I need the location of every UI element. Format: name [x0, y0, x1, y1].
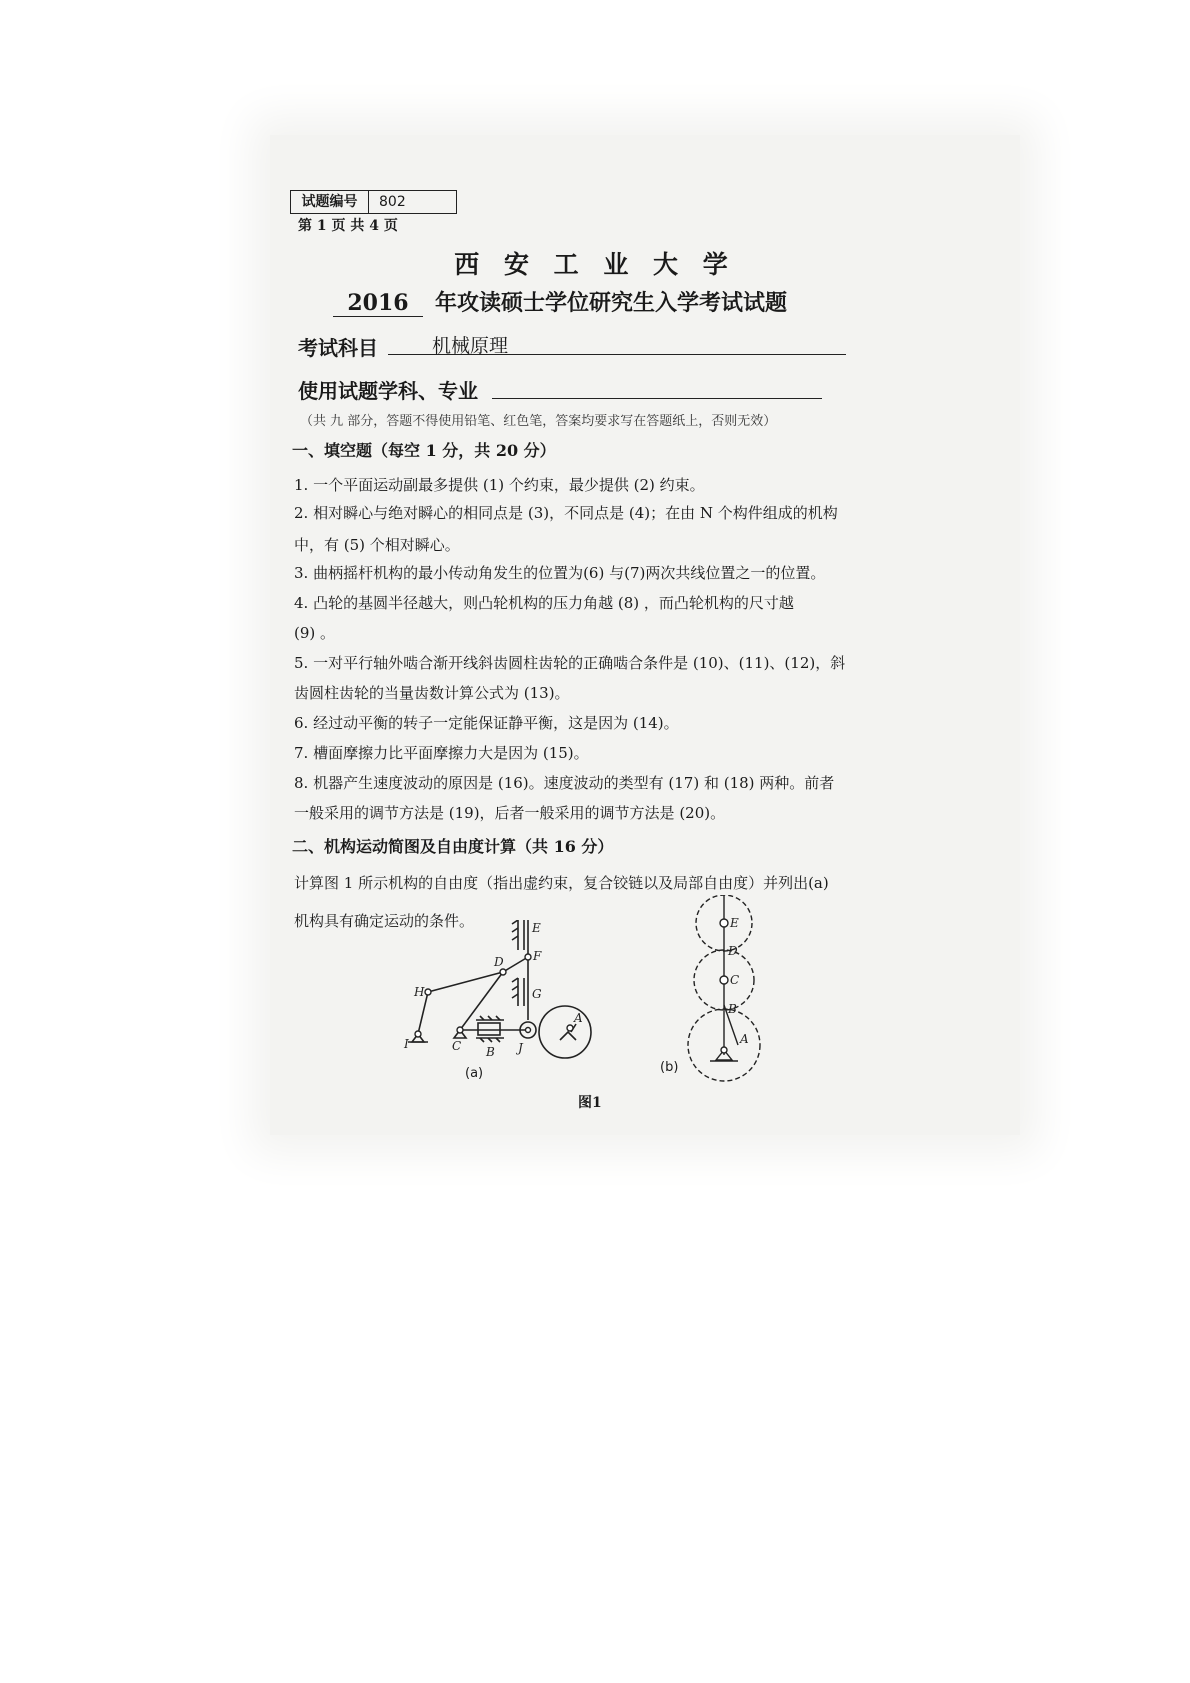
figure-a-mechanism — [400, 920, 610, 1080]
question-line: 8. 机器产生速度波动的原因是 (16)。速度波动的类型有 (17) 和 (18) 两种。前者 — [294, 774, 835, 792]
fig-b-label: B — [728, 1002, 737, 1016]
figure-b-caption: (b) — [660, 1060, 679, 1075]
question-line: 计算图 1 所示机构的自由度（指出虚约束，复合铰链以及局部自由度）并列出(a) — [294, 874, 829, 892]
question-line: 5. 一对平行轴外啮合渐开线斜齿圆柱齿轮的正确啮合条件是 (10)、(11)、(12)，斜 — [294, 654, 846, 672]
exam-paper-sheet — [270, 135, 1020, 1135]
question-line: 6. 经过动平衡的转子一定能保证静平衡，这是因为 (14)。 — [294, 714, 679, 732]
exam-year: 2016 — [333, 290, 423, 317]
figure-b-gear-train — [680, 895, 780, 1095]
question-line: 机构具有确定运动的条件。 — [294, 912, 475, 930]
section1-title: 一、填空题（每空 1 分，共 20 分） — [292, 441, 556, 460]
question-line: 2. 相对瞬心与绝对瞬心的相同点是 (3)，不同点是 (4)；在由 N 个构件组成的机构 — [294, 504, 838, 522]
subject-label: 考试科目 — [298, 336, 378, 360]
fig-a-label: C — [452, 1039, 462, 1053]
exam-title-text: 年攻读硕士学位研究生入学考试试题 — [435, 290, 788, 316]
fig-a-label: B — [486, 1045, 495, 1059]
exam-code-value: 802 — [379, 194, 406, 210]
question-line: 3. 曲柄摇杆机构的最小传动角发生的位置为(6) 与(7)两次共线位置之一的位置。 — [294, 564, 826, 582]
university-name: 西 安 工 业 大 学 — [454, 250, 736, 279]
figure-a-caption: (a) — [465, 1066, 484, 1081]
fig-b-label: C — [730, 973, 740, 987]
major-underline — [492, 398, 822, 399]
fig-b-label: E — [730, 916, 739, 930]
fig-a-label: F — [533, 949, 542, 963]
page-info: 第 1 页 共 4 页 — [298, 218, 398, 234]
exam-code-label: 试题编号 — [291, 191, 369, 213]
fig-a-label: I — [404, 1037, 409, 1051]
question-line: 1. 一个平面运动副最多提供 (1) 个约束，最少提供 (2) 约束。 — [294, 476, 705, 494]
fig-a-label: D — [494, 955, 504, 969]
question-line: 4. 凸轮的基圆半径越大，则凸轮机构的压力角越 (8) ，而凸轮机构的尺寸越 — [294, 594, 794, 612]
exam-note: （共 九 部分，答题不得使用铅笔、红色笔，答案均要求写在答题纸上，否则无效） — [300, 414, 777, 429]
figure-caption: 图1 — [578, 1095, 602, 1111]
subject-value: 机械原理 — [432, 335, 509, 357]
fig-b-label: D — [728, 944, 738, 958]
fig-b-label: A — [740, 1032, 749, 1046]
question-line: (9) 。 — [294, 624, 336, 642]
fig-a-label: A — [574, 1011, 583, 1025]
fig-a-label: H — [414, 985, 425, 999]
fig-a-label: G — [532, 987, 542, 1001]
section2-title: 二、机构运动简图及自由度计算（共 16 分） — [292, 837, 614, 856]
question-line: 中，有 (5) 个相对瞬心。 — [294, 536, 460, 554]
question-line: 齿圆柱齿轮的当量齿数计算公式为 (13)。 — [294, 684, 570, 702]
question-line: 一般采用的调节方法是 (19)，后者一般采用的调节方法是 (20)。 — [294, 804, 726, 822]
major-label: 使用试题学科、专业 — [298, 379, 478, 403]
exam-code-box — [290, 190, 457, 214]
exam-title — [333, 286, 787, 317]
question-line: 7. 槽面摩擦力比平面摩擦力大是因为 (15)。 — [294, 744, 589, 762]
fig-a-label: J — [518, 1041, 523, 1055]
fig-a-label: E — [532, 921, 541, 935]
